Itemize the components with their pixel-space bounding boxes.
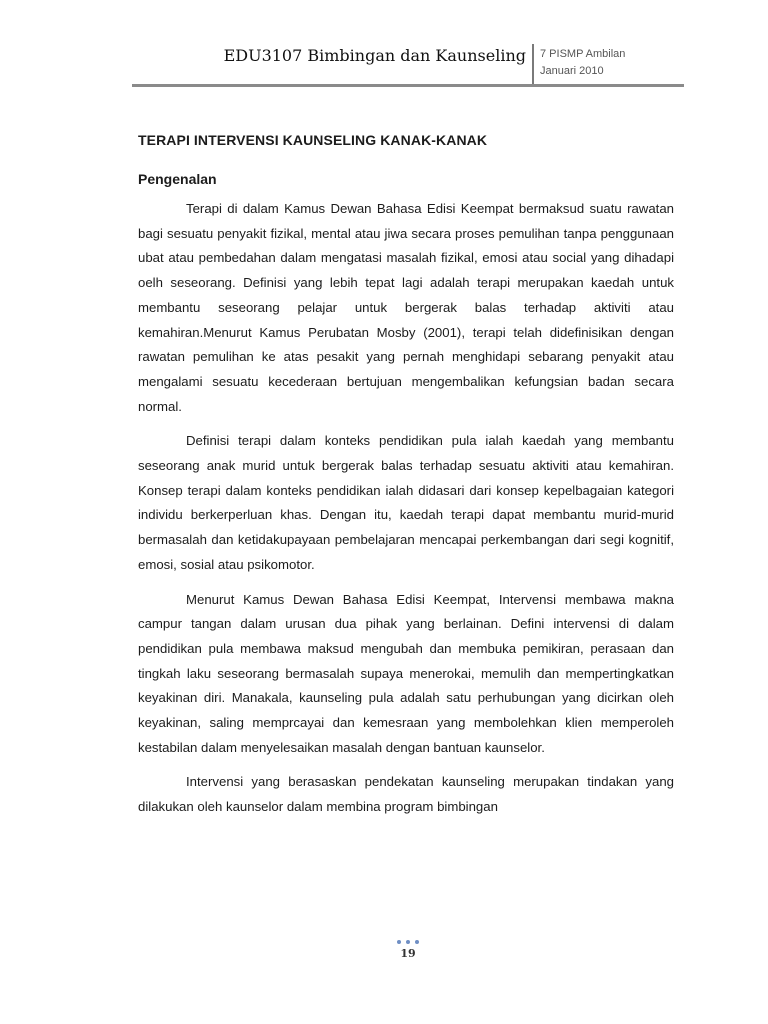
dot-icon — [406, 940, 410, 944]
header-meta — [540, 46, 625, 80]
dot-icon — [397, 940, 401, 944]
program-label: 7 PISMP Ambilan — [540, 48, 626, 60]
document-title: TERAPI INTERVENSI KAUNSELING KANAK-KANAK — [138, 132, 488, 148]
intake-label: Januari 2010 — [540, 65, 604, 77]
page-header — [132, 44, 684, 88]
paragraph-1: Terapi di dalam Kamus Dewan Bahasa Edisi Keempat bermaksud suatu rawatan bagi sesuatu penyakit fizikal, mental atau jiwa secara proses pemulihan tanpa penggunaan ubat atau pembedahan dalam mengatasi masalah fizikal, emosi atau social yang dihadapi oelh seseorang. Definisi yang lebih tepat lagi adalah terapi merupakan kaedah untuk membantu seseorang pelajar untuk bergerak balas terhadap aktiviti atau kemahiran.Menurut Kamus Perubatan Mosby (2001), terapi telah didefinisikan dengan rawatan pemulihan ke atas pesakit yang pernah menghidapi sebarang penyakit atau mengalami sesuatu kecederaan bertujuan mengembalikan kefungsian badan secara normal. — [138, 201, 674, 414]
course-title: EDU3107 Bimbingan dan Kaunseling — [223, 46, 526, 65]
page-dots-ornament — [370, 938, 446, 946]
header-divider — [532, 44, 534, 84]
header-rule — [132, 84, 684, 87]
page-number: 19 — [400, 947, 416, 960]
section-heading: Pengenalan — [138, 171, 217, 187]
paragraph-2: Definisi terapi dalam konteks pendidikan pula ialah kaedah yang membantu seseorang anak murid untuk bergerak balas terhadap sesuatu aktiviti atau kemahiran. Konsep terapi dalam konteks pendidikan ialah didasari dari konsep kepelbagaian kategori individu berkerperluan khas. Dengan itu, kaedah terapi dapat membantu murid-murid bermasalah dan ketidakupayaan pembelajaran mencapai perkembangan dari segi kognitif, emosi, sosial atau psikomotor. — [138, 433, 674, 572]
page-footer — [370, 938, 446, 960]
dot-icon — [415, 940, 419, 944]
paragraph-4: Intervensi yang berasaskan pendekatan kaunseling merupakan tindakan yang dilakukan oleh kaunselor dalam membina program bimbingan — [138, 774, 674, 815]
document-body — [138, 132, 674, 830]
paragraph-3: Menurut Kamus Dewan Bahasa Edisi Keempat, Intervensi membawa makna campur tangan dalam urusan dua pihak yang berlainan. Defini intervensi di dalam pendidikan pula membawa maksud mengubah dan membuka pemikiran, perasaan dan tingkah laku seseorang bermasalah supaya menerokai, memulih dan mempertingkatkan keyakinan diri. Manakala, kaunseling pula adalah satu perhubungan yang dicirkan oleh keyakinan, saling memprcayai dan kemesraan yang membolehkan klien memperoleh kestabilan dalam menyelesaikan masalah dengan bantuan kaunselor. — [138, 591, 674, 755]
